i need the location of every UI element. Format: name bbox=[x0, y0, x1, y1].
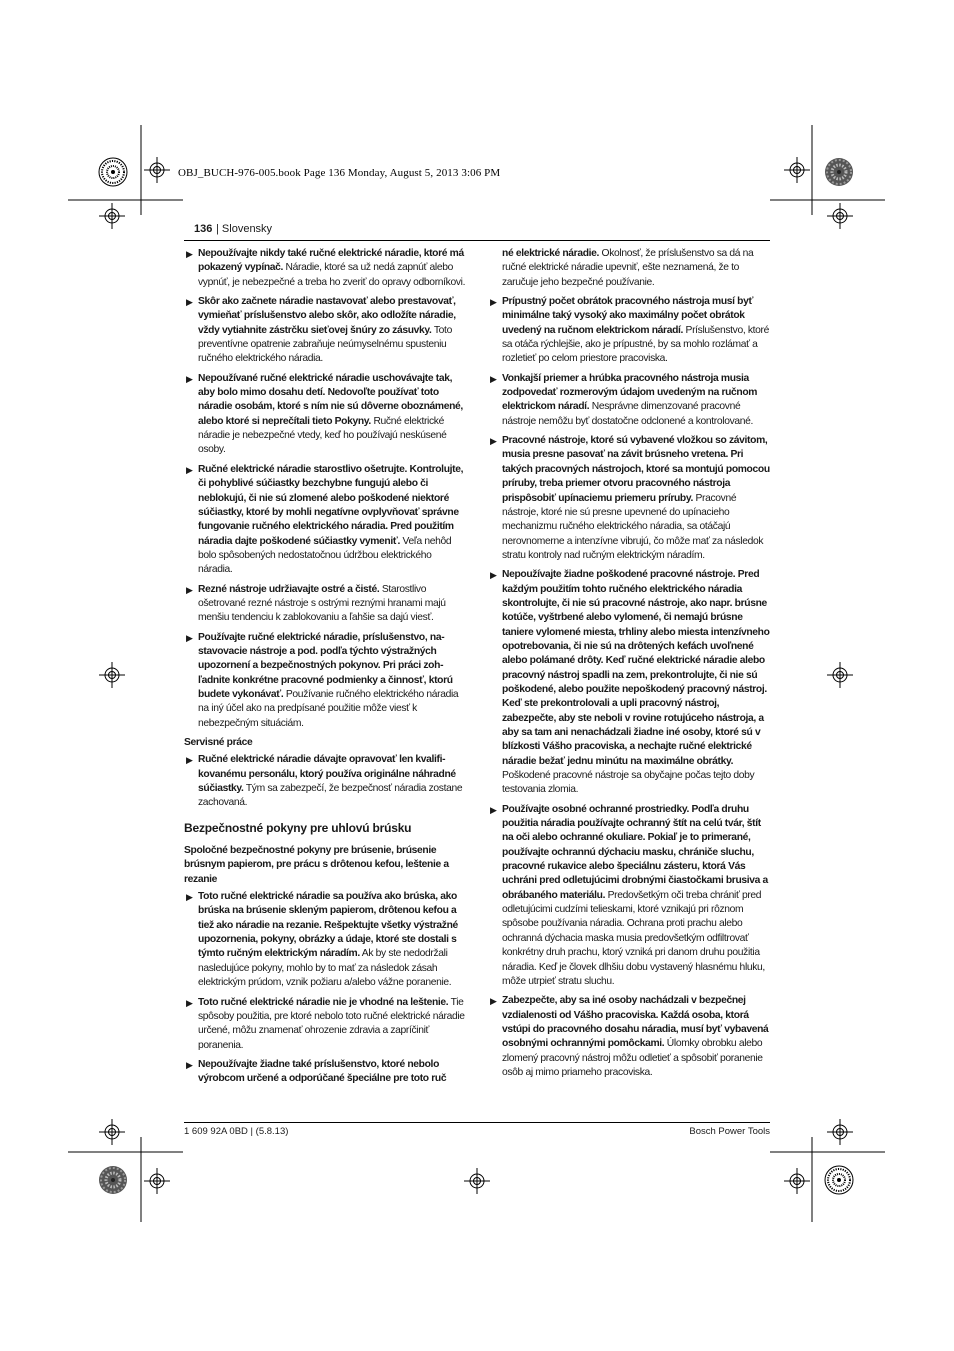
bullet-arrow-icon: ▶ bbox=[186, 997, 193, 1008]
footer-doc-code: 1 609 92A 0BD | (5.8.13) bbox=[184, 1126, 289, 1137]
bullet-arrow-icon: ▶ bbox=[186, 1059, 193, 1070]
bullet-arrow-icon: ▶ bbox=[186, 584, 193, 595]
list-item: ▶ Nepoužívajte nikdy také ručné elektrické náradie, ktoré má pokazený vypínač. Náradie, ktoré sa už nedá zapnúť alebo vypnúť, je nebezpečné a treba ho zveriť do opravy odborníkovi. bbox=[186, 248, 466, 288]
section-intro: Spoločné bezpečnostné pokyny pre brúsenie, brúsenie brúsnym papierom, pre prácu s drôtenou kefou, leštenie a rezanie bbox=[184, 845, 449, 885]
bullet-arrow-icon: ▶ bbox=[186, 892, 193, 903]
service-heading: Servisné práce bbox=[184, 737, 253, 748]
footer-brand: Bosch Power Tools bbox=[689, 1126, 770, 1137]
section-heading: Bezpečnostné pokyny pre uhlovú brúsku bbox=[184, 820, 412, 835]
bullet-arrow-icon: ▶ bbox=[186, 373, 193, 384]
list-item: ▶ Používajte ručné elektrické náradie, príslušenstvo, nastavovacie nástroje a pod. podľa týchto výstražných upozornení a bezpečnostných pokynov. Pri práci zohľadnite konkrétne pracovné podmienky a činnosť, ktorú budete vykonávať. Používanie ručného elektrického náradia na iný účel ako na predpísané použitie môže viesť k nebezpečným situáciám. bbox=[186, 631, 459, 729]
list-item: ▶ Nepoužívané ručné elektrické náradie uschovávajte tak, aby bolo mimo dosahu detí. Nedovoľte používať toto náradie osobám, ktoré s ním nie sú dôverne oboznámené, alebo ktoré si neprečítali tieto Pokyny. Ručné elektrické náradie je nebezpečné vtedy, keď ho používajú neskúsené osoby. bbox=[186, 372, 463, 456]
bullet-arrow-icon: ▶ bbox=[186, 249, 193, 259]
bullet-arrow-icon: ▶ bbox=[186, 464, 193, 475]
list-item: ▶ Nepoužívajte žiadne také príslušenstvo, ktoré nebolo výrobcom určené a odporúčané špeciálne pre toto ruč bbox=[186, 1058, 447, 1085]
page-language: | Slovensky bbox=[216, 223, 272, 235]
list-item: ▶ Používajte osobné ochranné prostriedky. Podľa druhu použitia náradia používajte ochranný štít na celú tvár, štít na oči alebo ochranné okuliare. Pokiaľ je to primerané, používajte ochrannú dýchaciu masku, chrániče sluchu, pracovné rukavice alebo špeciálnu zásteru, ktorá Vás uchráni pred odletujúcimi drobnými čiastočkami brusiva a obrábaného materiálu. Predovšetkým oči treba chrániť pred odletujúcimi cudzími telieskami, ktoré vznikajú pri rôznom spôsobe používania náradia. Ochrana proti prachu alebo ochranná dýchacia maska musia predovšetkým odfiltrovať konkrétny druh prachu, ktorý vzniká pri danom druhu použitia náradia. Keď je človek dlhšiu dobu vystavený hlasnému hluku, môže utrpieť stratu sluchu. bbox=[490, 803, 768, 987]
list-item: ▶ Prípustný počet obrátok pracovného nástroja musí byť minimálne taký vysoký ako maximálny počet obrátok uvedený na ručnom elektrickom náradí. Príslušenstvo, ktoré sa otáča rýchlejšie, ako je prípustné, by sa mohlo rozlámať a rozletieť po celom priestore pracoviska. bbox=[490, 296, 769, 365]
bullet-arrow-icon: ▶ bbox=[490, 996, 497, 1007]
header-rule bbox=[184, 240, 770, 241]
bullet-arrow-icon: ▶ bbox=[490, 804, 497, 815]
right-column bbox=[488, 247, 772, 1085]
bullet-arrow-icon: ▶ bbox=[186, 755, 193, 766]
bullet-arrow-icon: ▶ bbox=[490, 297, 497, 308]
list-item: ▶ Ručné elektrické náradie starostlivo ošetrujte. Kontrolujte, či pohyblivé súčiastky bezchybne fungujú alebo či neblokujú, či nie sú zlomené alebo poškodené niektoré súčiastky, ktoré by mohli negatívne ovplyvňovať správne fungovanie ručného elektrického náradia. Pred použitím náradia dajte poškodené súčiastky vymeniť. Veľa nehôd bolo spôsobených nedostatočnou údržbou elektrického náradia. bbox=[186, 463, 464, 576]
list-item: ▶ Skôr ako začnete náradie nastavovať alebo prestavovať, vymieňať príslušenstvo alebo skôr, ako odložíte náradie, vždy vytiahnite zástrčku sieťovej šnúry zo zásuvky. Toto preventívne opatrenie zabraňuje neúmyselnému spusteniu ručného elektrického náradia. bbox=[186, 296, 456, 365]
bullet-arrow-icon: ▶ bbox=[490, 436, 497, 447]
list-item: ▶ Toto ručné elektrické náradie nie je vhodné na leštenie. Tie spôsoby použitia, pre ktoré nebolo toto ručné elektrické náradie určené, môžu znamenať ohrozenie zdravia a zapríčiniť poranenia. bbox=[186, 996, 465, 1051]
bullet-arrow-icon: ▶ bbox=[490, 570, 497, 581]
left-column bbox=[184, 247, 467, 1092]
list-item: ▶ Nepoužívajte žiadne poškodené pracovné nástroje. Pred každým použitím tohto ručného elektrického náradia skontrolujte, či nie sú pracovné nástroje, ako napr. brúsne kotúče, vyštrbené alebo vylomené, či nemajú brúsne taniere vylomené miesta, trhliny alebo miesta intenzívneho opotrebovania, či nie sú na drôtených kefách uvoľnené alebo polámané drôty. Keď ručné elektrické náradie alebo pracovný nástroj spadli na zem, prekontrolujte, či nie sú poškodené, alebo použite nepoškodený pracovný nástroj. Keď ste prekontrolovali a upli pracovný nástroj, zabezpečte, aby ste neboli v rovine rotujúceho nástroja, a aby sa tam ani nenachádzali žiadne iné osoby, ktoré sú v blízkosti Vášho pracoviska, a nechajte ručné elektrické náradie bežať jednu minútu na maximálne obrátky. Poškodené pracovné nástroje sa obyčajne počas tejto doby testovania zlomia. bbox=[490, 569, 770, 796]
bullet-arrow-icon: ▶ bbox=[186, 297, 193, 308]
list-item: ▶ Pracovné nástroje, ktoré sú vybavené vložkou so závitom, musia presne pasovať na závit brúsneho vretena. Pri takých pracovných nástrojoch, ktoré sa montujú pomocou príruby, treba priemer otvoru pracovného nástroja prispôsobiť upínaciemu priemeru príruby. Pracovné nástroje, ktoré nie sú presne upevnené do upínacieho mechanizmu ručného elektrického náradia, sa otáčajú nerovnomerne a intenzívne vibrujú, čo môže mať za následok stratu kontroly nad ručným elektrickým náradím. bbox=[490, 435, 770, 561]
list-item: ▶ Toto ručné elektrické náradie sa používa ako brúska, ako brúska na brúsenie skleným papierom, drôtenou kefou a tiež ako náradie na rezanie. Rešpektujte všetky výstražné upozornenia, pokyny, obrázky a údaje, ktoré ste dostali s týmto ručným elektrickým náradím. Ak by ste nedodržali nasledujúce pokyny, mohlo by to mať za následok zásah elektrickým prúdom, vznik požiaru a/alebo vážne poranenie. bbox=[186, 891, 458, 989]
print-info-line: OBJ_BUCH-976-005.book Page 136 Monday, August 5, 2013 3:06 PM bbox=[178, 167, 501, 179]
list-item: ▶ Zabezpečte, aby sa iné osoby nachádzali v bezpečnej vzdialenosti od Vášho pracoviska. Každá osoba, ktorá vstúpi do pracovného dosahu náradia, musí byť vybavená osobnými ochrannými pomôckami. Úlomky obrobku alebo zlomený pracovný nástroj môžu odletieť a spôsobiť poranenie osôb aj mimo priameho pracoviska. bbox=[490, 995, 769, 1078]
list-item-continuation: né elektrické náradie. Okolnosť, že príslušenstvo sa dá na ručné elektrické náradie upevniť, ešte neznamená, že to zaručuje jeho bezpečné používanie. bbox=[502, 248, 754, 288]
page-number: 136 bbox=[194, 223, 213, 235]
list-item: ▶ Vonkajší priemer a hrúbka pracovného nástroja musia zodpovedať rozmerovým údajom uvedeným na ručnom elektrickom náradí. Nesprávne dimenzované pracovné nástroje nemôžu byť dostatočne odclonené a kontrolované. bbox=[490, 372, 758, 427]
footer-rule bbox=[184, 1122, 770, 1123]
bullet-arrow-icon: ▶ bbox=[490, 373, 497, 384]
list-item: ▶ Rezné nástroje udržiavajte ostré a čisté. Starostlivo ošetrované rezné nástroje s ostrými reznými hranami majú menšiu tendenciu k zablokovaniu a ľahšie sa dajú viesť. bbox=[186, 583, 446, 624]
list-item: ▶ Ručné elektrické náradie dávajte opravovať len kvalifikovanému personálu, ktorý používa originálne náhradné súčiastky. Tým sa zabezpečí, že bezpečnosť náradia zostane zachovaná. bbox=[186, 754, 463, 809]
bullet-arrow-icon: ▶ bbox=[186, 632, 193, 643]
